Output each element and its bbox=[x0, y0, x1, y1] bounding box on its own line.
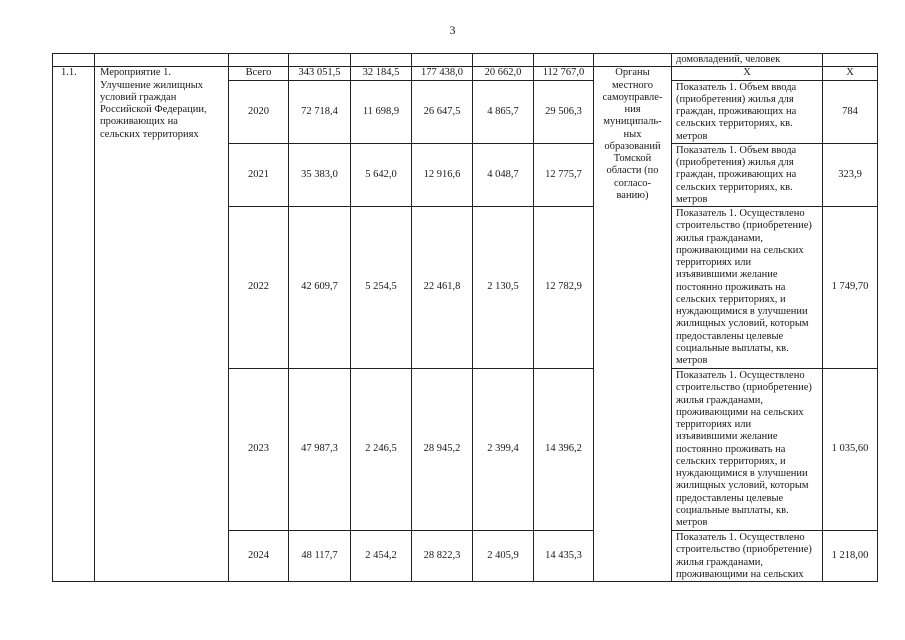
indicator-cell: Показатель 1. Осуществлено строительство (приобретение) жилья гражданами, проживающими на сельских bbox=[672, 531, 823, 582]
amount-cell: 343 051,5 bbox=[289, 67, 351, 80]
amount-cell: 4 048,7 bbox=[473, 143, 534, 206]
table-row bbox=[53, 67, 878, 80]
program-table bbox=[52, 53, 878, 582]
empty-cell bbox=[95, 54, 229, 67]
empty-cell bbox=[351, 54, 412, 67]
empty-cell bbox=[229, 54, 289, 67]
empty-cell bbox=[823, 54, 878, 67]
indicator-value-cell: 1 035,60 bbox=[823, 369, 878, 531]
amount-cell: 47 987,3 bbox=[289, 369, 351, 531]
indicator-cell: домовладений, человек bbox=[672, 54, 823, 67]
amount-cell: 12 782,9 bbox=[534, 207, 594, 369]
empty-cell bbox=[473, 54, 534, 67]
indicator-cell: Показатель 1. Объем ввода (приобретения) жилья для граждан, проживающих на сельских территориях, кв. метров bbox=[672, 80, 823, 143]
period-cell: 2024 bbox=[229, 531, 289, 582]
indicator-cell: Показатель 1. Осуществлено строительство (приобретение) жилья гражданами, проживающими на сельских территориях или изъявившими желание постоянно проживать на сельских территориях, и нуждающимися в улучшении жилищных условий, которым предоставлены целевые социальные выплаты, кв. метров bbox=[672, 207, 823, 369]
empty-cell bbox=[412, 54, 473, 67]
period-cell: 2023 bbox=[229, 369, 289, 531]
measure-number: 1.1. bbox=[53, 67, 95, 582]
measure-title: Мероприятие 1. Улучшение жилищных условий граждан Российской Федерации, проживающих на сельских территориях bbox=[95, 67, 229, 582]
amount-cell: 12 916,6 bbox=[412, 143, 473, 206]
period-cell: 2022 bbox=[229, 207, 289, 369]
continuation-row bbox=[53, 54, 878, 67]
period-cell: 2021 bbox=[229, 143, 289, 206]
indicator-value-cell: 1 218,00 bbox=[823, 531, 878, 582]
amount-cell: 20 662,0 bbox=[473, 67, 534, 80]
amount-cell: 177 438,0 bbox=[412, 67, 473, 80]
period-cell: Всего bbox=[229, 67, 289, 80]
empty-cell bbox=[594, 54, 672, 67]
amount-cell: 112 767,0 bbox=[534, 67, 594, 80]
amount-cell: 29 506,3 bbox=[534, 80, 594, 143]
amount-cell: 2 405,9 bbox=[473, 531, 534, 582]
amount-cell: 2 130,5 bbox=[473, 207, 534, 369]
amount-cell: 5 254,5 bbox=[351, 207, 412, 369]
amount-cell: 4 865,7 bbox=[473, 80, 534, 143]
amount-cell: 2 454,2 bbox=[351, 531, 412, 582]
period-cell: 2020 bbox=[229, 80, 289, 143]
empty-cell bbox=[534, 54, 594, 67]
indicator-cell: Показатель 1. Осуществлено строительство (приобретение) жилья гражданами, проживающими на сельских территориях или изъявившими желание постоянно проживать на сельских территориях, и нуждающимися в улучшении жилищных условий, которым предоставлены целевые социальные выплаты, кв. метров bbox=[672, 369, 823, 531]
indicator-value-cell: 1 749,70 bbox=[823, 207, 878, 369]
amount-cell: 12 775,7 bbox=[534, 143, 594, 206]
page-number: 3 bbox=[449, 23, 456, 37]
indicator-value-cell: 323,9 bbox=[823, 143, 878, 206]
amount-cell: 48 117,7 bbox=[289, 531, 351, 582]
amount-cell: 28 822,3 bbox=[412, 531, 473, 582]
amount-cell: 14 435,3 bbox=[534, 531, 594, 582]
executor-cell: Органы местного самоуправле- ния муниципаль- ных образований Томской области (по согласо- ванию) bbox=[594, 67, 672, 582]
amount-cell: 26 647,5 bbox=[412, 80, 473, 143]
indicator-cell: Показатель 1. Объем ввода (приобретения) жилья для граждан, проживающих на сельских территориях, кв. метров bbox=[672, 143, 823, 206]
amount-cell: 28 945,2 bbox=[412, 369, 473, 531]
amount-cell: 42 609,7 bbox=[289, 207, 351, 369]
amount-cell: 35 383,0 bbox=[289, 143, 351, 206]
amount-cell: 14 396,2 bbox=[534, 369, 594, 531]
indicator-cell: Х bbox=[672, 67, 823, 80]
amount-cell: 72 718,4 bbox=[289, 80, 351, 143]
amount-cell: 22 461,8 bbox=[412, 207, 473, 369]
amount-cell: 5 642,0 bbox=[351, 143, 412, 206]
amount-cell: 11 698,9 bbox=[351, 80, 412, 143]
amount-cell: 2 399,4 bbox=[473, 369, 534, 531]
indicator-value-cell: Х bbox=[823, 67, 878, 80]
empty-cell bbox=[289, 54, 351, 67]
indicator-value-cell: 784 bbox=[823, 80, 878, 143]
amount-cell: 32 184,5 bbox=[351, 67, 412, 80]
empty-cell bbox=[53, 54, 95, 67]
amount-cell: 2 246,5 bbox=[351, 369, 412, 531]
